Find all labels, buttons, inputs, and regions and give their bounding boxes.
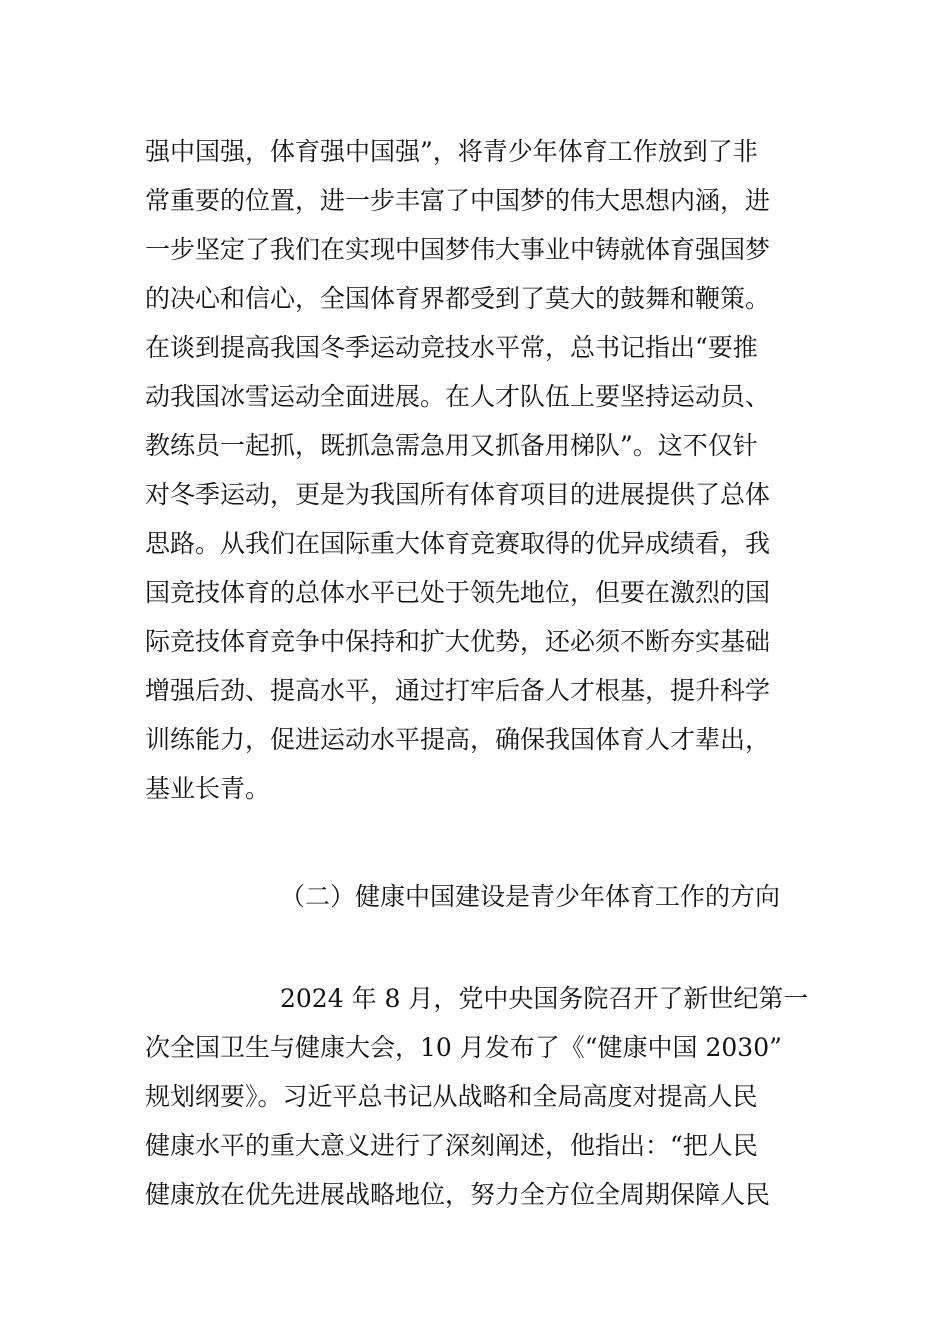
paragraph1-line-10: 国竞技体育的总体水平已处于领先地位，但要在激烈的国: [145, 578, 771, 607]
paragraph2-line-4: 健康水平的重大意义进行了深刻阐述，他指出：“把人民: [145, 1131, 758, 1160]
paragraph1-line-13: 训练能力，促进运动水平提高，确保我国体育人才辈出，: [145, 725, 771, 754]
section-heading: （二）健康中国建设是青少年体育工作的方向: [280, 882, 781, 911]
paragraph1-line-2: 常重要的位置，进一步丰富了中国梦的伟大思想内涵，进: [145, 186, 771, 215]
paragraph2-line-2: 次全国卫生与健康大会，10 月发布了《“健康中国 2030”: [145, 1033, 782, 1062]
paragraph1-line-7: 教练员一起抓，既抓急需急用又抓备用梯队”。这不仅针: [145, 431, 758, 460]
paragraph1-line-5: 在谈到提高我国冬季运动竞技水平常，总书记指出“要推: [145, 333, 758, 362]
paragraph2-line-1: 2024 年 8 月，党中央国务院召开了新世纪第一: [280, 984, 809, 1013]
paragraph1-line-12: 增强后劲、提高水平，通过打牢后备人才根基，提升科学: [145, 676, 771, 705]
paragraph1-line-9: 思路。从我们在国际重大体育竞赛取得的优异成绩看，我: [145, 529, 771, 558]
paragraph2-line-5: 健康放在优先进展战略地位，努力全方位全周期保障人民: [145, 1180, 771, 1209]
paragraph1-line-8: 对冬季运动，更是为我国所有体育项目的进展提供了总体: [145, 480, 771, 509]
paragraph2-line-3: 规划纲要》。习近平总书记从战略和全局高度对提高人民: [145, 1082, 758, 1111]
paragraph1-line-1: 强中国强，体育强中国强”，将青少年体育工作放到了非: [145, 137, 758, 166]
paragraph1-line-3: 一步坚定了我们在实现中国梦伟大事业中铸就体育强国梦: [145, 235, 771, 264]
paragraph1-line-11: 际竞技体育竞争中保持和扩大优势，还必须不断夯实基础: [145, 627, 771, 656]
paragraph1-line-6: 动我国冰雪运动全面进展。在人才队伍上要坚持运动员、: [145, 382, 771, 411]
paragraph1-line-14: 基业长青。: [145, 774, 271, 803]
paragraph1-line-4: 的决心和信心，全国体育界都受到了莫大的鼓舞和鞭策。: [145, 284, 771, 313]
